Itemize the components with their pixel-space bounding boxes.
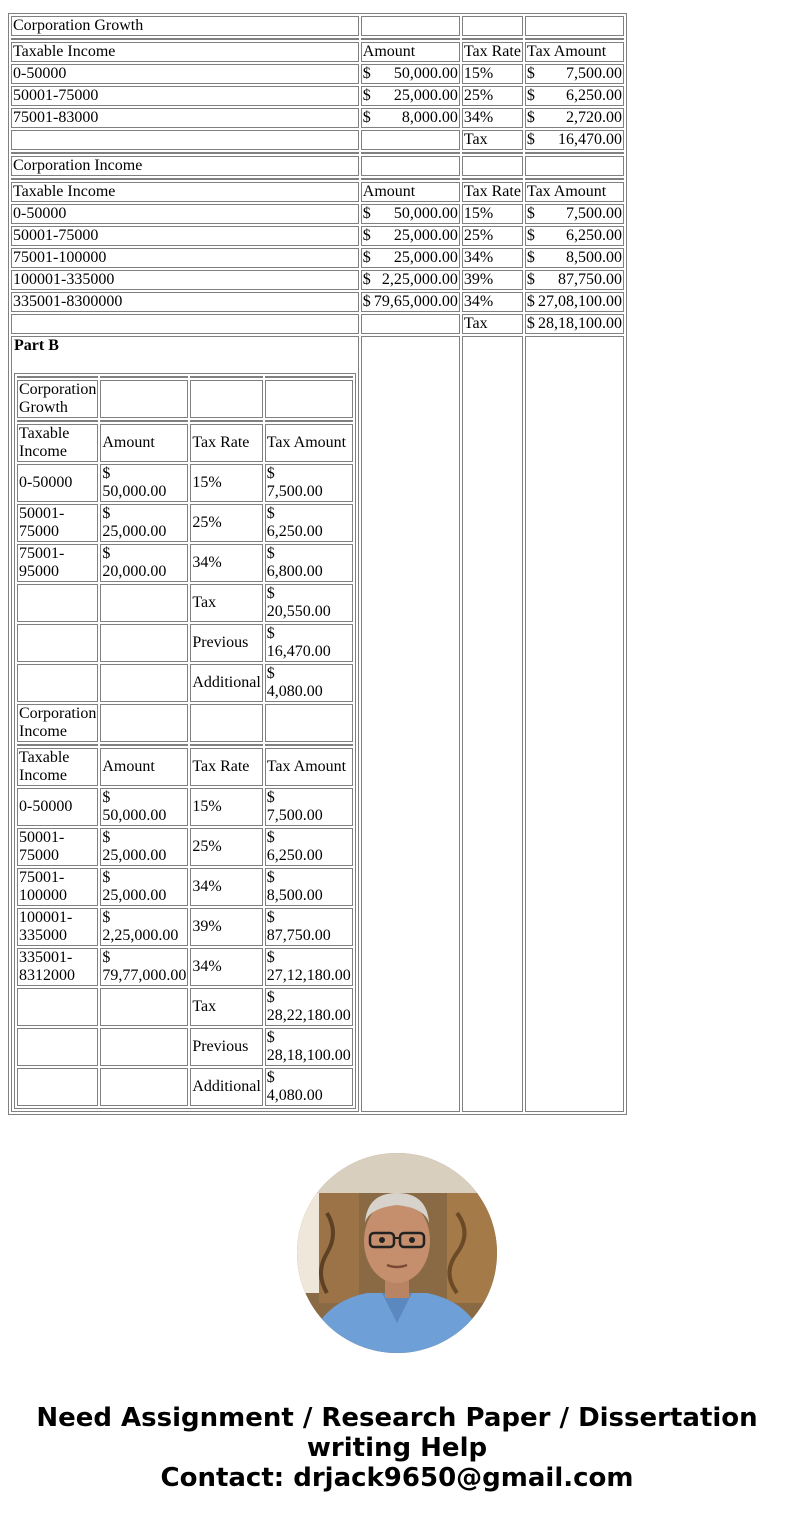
total-row — [11, 130, 624, 150]
money-value: 20,550.00 — [266, 603, 331, 620]
column-header: Tax Rate — [463, 183, 521, 200]
amount-cell — [361, 226, 460, 246]
tax-amount — [265, 544, 353, 582]
header-row — [17, 424, 353, 462]
section-title: Corporation Income — [11, 156, 359, 176]
amount-cell — [361, 248, 460, 268]
empty-cell — [17, 1068, 98, 1106]
amount-cell — [361, 270, 460, 290]
money-value: 8,500.00 — [266, 887, 323, 904]
tax-amount — [265, 464, 353, 502]
income-range: 50001-75000 — [17, 828, 98, 866]
column-header: Amount — [100, 748, 188, 786]
currency-symbol: $ — [362, 227, 371, 244]
money-value: 28,18,100.00 — [266, 1047, 351, 1064]
money-value: 25,000.00 — [102, 523, 167, 540]
currency-symbol: $ — [526, 293, 535, 310]
empty-cell — [100, 1068, 188, 1106]
column-header: Amount — [100, 424, 188, 462]
total-label: Tax — [462, 314, 523, 334]
money-value: 25,000.00 — [102, 887, 167, 904]
money-value: 7,500.00 — [566, 205, 622, 222]
money-value: 4,080.00 — [266, 1087, 323, 1104]
empty-cell — [17, 988, 98, 1026]
currency-symbol: $ — [362, 109, 371, 126]
spacer-row — [11, 178, 624, 180]
summary-label: Previous — [190, 624, 262, 662]
tax-amount — [525, 86, 624, 106]
tax-amount — [525, 108, 624, 128]
currency-symbol: $ — [102, 949, 111, 966]
tax-rate: 25% — [462, 226, 523, 246]
amount-cell — [361, 108, 460, 128]
income-range: 100001-335000 — [17, 908, 98, 946]
table-row — [17, 788, 353, 826]
section-title-row — [17, 704, 353, 742]
table-row — [11, 226, 624, 246]
money-value: 25,000.00 — [102, 847, 167, 864]
amount-cell — [361, 292, 460, 312]
empty-cell — [361, 16, 460, 36]
table-row — [17, 828, 353, 866]
currency-symbol: $ — [526, 227, 535, 244]
summary-value — [265, 624, 353, 662]
tax-rate: 25% — [190, 504, 262, 542]
money-value: 28,18,100.00 — [538, 315, 622, 332]
part-b-title: Part B — [14, 337, 59, 354]
tax-amount — [525, 64, 624, 84]
summary-value — [265, 584, 353, 622]
money-value: 25,000.00 — [393, 249, 458, 266]
empty-cell — [100, 380, 188, 418]
summary-row — [17, 1068, 353, 1106]
summary-label: Tax — [190, 988, 262, 1026]
table-row — [17, 948, 353, 986]
part-b-cell — [11, 336, 359, 1112]
column-header: Tax Amount — [265, 748, 353, 786]
section-title: Corporation Income — [19, 705, 97, 740]
currency-symbol: $ — [102, 869, 111, 886]
empty-cell — [265, 380, 353, 418]
summary-row — [17, 1028, 353, 1066]
summary-row — [17, 584, 353, 622]
money-value: 16,470.00 — [558, 131, 622, 148]
table-row — [17, 464, 353, 502]
tax-amount — [265, 828, 353, 866]
summary-value — [265, 1028, 353, 1066]
money-value: 27,08,100.00 — [538, 293, 622, 310]
empty-cell — [100, 988, 188, 1026]
money-value: 8,000.00 — [401, 109, 458, 126]
currency-symbol: $ — [362, 87, 371, 104]
money-value: 2,720.00 — [566, 109, 622, 126]
header-row — [11, 182, 624, 202]
tax-amount — [525, 270, 624, 290]
author-avatar — [297, 1153, 497, 1353]
tax-amount — [525, 248, 624, 268]
table-row — [11, 204, 624, 224]
currency-symbol: $ — [362, 205, 371, 222]
currency-symbol: $ — [362, 249, 371, 266]
currency-symbol: $ — [102, 909, 111, 926]
empty-cell — [462, 156, 523, 176]
tax-rate: 25% — [462, 86, 523, 106]
income-range: 75001-95000 — [17, 544, 98, 582]
money-value: 7,500.00 — [266, 483, 323, 500]
empty-cell — [17, 584, 98, 622]
money-value: 79,65,000.00 — [373, 293, 458, 310]
tax-amount — [525, 292, 624, 312]
empty-cell — [100, 624, 188, 662]
column-header: Tax Rate — [190, 424, 262, 462]
column-header: Amount — [361, 182, 460, 202]
amount-cell — [100, 464, 188, 502]
tax-rate: 15% — [462, 204, 523, 224]
table-row — [11, 270, 624, 290]
empty-cell — [17, 664, 98, 702]
header-row — [17, 748, 353, 786]
money-value: 50,000.00 — [393, 65, 458, 82]
empty-cell — [462, 336, 523, 1112]
income-range: 0-50000 — [11, 64, 359, 84]
tax-amount — [265, 868, 353, 906]
currency-symbol: $ — [266, 665, 275, 682]
currency-symbol: $ — [266, 989, 275, 1006]
money-value: 6,250.00 — [566, 87, 622, 104]
amount-cell — [361, 64, 460, 84]
money-value: 87,750.00 — [558, 271, 622, 288]
currency-symbol: $ — [266, 585, 275, 602]
currency-symbol: $ — [102, 505, 111, 522]
column-header: Taxable Income — [11, 42, 359, 62]
part-b-table — [14, 373, 356, 1109]
tax-amount — [265, 504, 353, 542]
currency-symbol: $ — [266, 465, 275, 482]
table-row — [17, 504, 353, 542]
amount-cell — [100, 868, 188, 906]
tax-rate: 15% — [190, 788, 262, 826]
summary-row — [17, 664, 353, 702]
money-value: 6,250.00 — [266, 847, 323, 864]
tax-rate: 15% — [190, 464, 262, 502]
money-value: 20,000.00 — [102, 563, 167, 580]
tax-rate: 34% — [190, 544, 262, 582]
money-value: 50,000.00 — [393, 205, 458, 222]
currency-symbol: $ — [266, 869, 275, 886]
empty-cell — [265, 704, 353, 742]
currency-symbol: $ — [266, 545, 275, 562]
currency-symbol: $ — [526, 249, 535, 266]
table-row — [11, 292, 624, 312]
table-row — [11, 86, 624, 106]
empty-cell — [100, 704, 188, 742]
money-value: 6,250.00 — [566, 227, 622, 244]
empty-cell — [361, 336, 460, 1112]
column-header: Tax Amount — [525, 182, 624, 202]
currency-symbol: $ — [526, 131, 535, 148]
currency-symbol: $ — [266, 949, 275, 966]
tax-rate: 39% — [190, 908, 262, 946]
money-value: 50,000.00 — [102, 807, 167, 824]
tax-rate: 34% — [462, 292, 523, 312]
money-value: 4,080.00 — [266, 683, 323, 700]
currency-symbol: $ — [362, 271, 371, 288]
tax-rate: 34% — [190, 948, 262, 986]
income-range: 75001-83000 — [11, 108, 359, 128]
summary-label: Tax — [190, 584, 262, 622]
currency-symbol: $ — [102, 545, 111, 562]
section-title-row — [11, 156, 624, 176]
currency-symbol: $ — [526, 271, 535, 288]
part-b-row — [11, 336, 624, 1112]
tax-amount — [525, 204, 624, 224]
total-label: Tax — [462, 130, 523, 150]
currency-symbol: $ — [266, 829, 275, 846]
summary-row — [17, 624, 353, 662]
currency-symbol: $ — [102, 465, 111, 482]
table-row — [17, 868, 353, 906]
column-header: Tax Rate — [190, 748, 262, 786]
tax-amount — [265, 948, 353, 986]
total-row — [11, 314, 624, 334]
empty-cell — [100, 664, 188, 702]
tax-rate: 25% — [190, 828, 262, 866]
column-header: Tax Amount — [265, 424, 353, 462]
column-header: Tax Rate — [463, 43, 521, 60]
section-title-row — [17, 380, 353, 418]
header-row — [11, 42, 624, 62]
section-title: Corporation Growth — [19, 381, 97, 416]
section-title-row — [11, 16, 624, 36]
money-value: 79,77,000.00 — [102, 967, 187, 984]
currency-symbol: $ — [266, 1069, 275, 1086]
table-row — [11, 64, 624, 84]
money-value: 7,500.00 — [566, 65, 622, 82]
tax-rate: 39% — [462, 270, 523, 290]
income-range: 50001-75000 — [17, 504, 98, 542]
currency-symbol: $ — [266, 625, 275, 642]
money-value: 50,000.00 — [102, 483, 167, 500]
section-title: Corporation Growth — [11, 16, 359, 36]
income-range: 0-50000 — [17, 788, 98, 826]
summary-value — [265, 988, 353, 1026]
spacer-row — [17, 376, 353, 378]
amount-cell — [100, 504, 188, 542]
tax-rate: 34% — [462, 108, 523, 128]
amount-cell — [100, 788, 188, 826]
empty-cell — [17, 1028, 98, 1066]
currency-symbol: $ — [266, 909, 275, 926]
currency-symbol: $ — [526, 205, 535, 222]
currency-symbol: $ — [362, 293, 371, 310]
income-range: 100001-335000 — [11, 270, 359, 290]
money-value: 7,500.00 — [266, 807, 323, 824]
money-value: 28,22,180.00 — [266, 1007, 351, 1024]
table-row — [17, 908, 353, 946]
money-value: 2,25,000.00 — [102, 927, 179, 944]
tax-amount — [265, 908, 353, 946]
amount-cell — [100, 948, 188, 986]
currency-symbol: $ — [526, 87, 535, 104]
currency-symbol: $ — [526, 109, 535, 126]
summary-value — [265, 1068, 353, 1106]
currency-symbol: $ — [102, 789, 111, 806]
column-header: Tax Amount — [525, 42, 624, 62]
summary-row — [17, 988, 353, 1026]
currency-symbol: $ — [102, 829, 111, 846]
money-value: 25,000.00 — [393, 87, 458, 104]
money-value: 2,25,000.00 — [381, 271, 458, 288]
column-header: Taxable Income — [17, 424, 98, 462]
spacer-row — [11, 152, 624, 154]
amount-cell — [361, 86, 460, 106]
tax-amount — [525, 226, 624, 246]
empty-cell — [462, 16, 523, 36]
empty-cell — [361, 314, 460, 334]
spacer-row — [11, 38, 624, 40]
income-range: 75001-100000 — [17, 868, 98, 906]
empty-cell — [361, 156, 460, 176]
summary-value — [265, 664, 353, 702]
income-range: 335001-8300000 — [11, 292, 359, 312]
money-value: 6,800.00 — [266, 563, 323, 580]
empty-cell — [17, 624, 98, 662]
table-row — [11, 108, 624, 128]
summary-label: Additional — [190, 664, 262, 702]
table-row — [17, 544, 353, 582]
empty-cell — [525, 16, 624, 36]
tax-computation-table — [8, 13, 627, 1115]
amount-cell — [100, 828, 188, 866]
money-value: 6,250.00 — [266, 523, 323, 540]
empty-cell — [100, 1028, 188, 1066]
money-value: 25,000.00 — [393, 227, 458, 244]
footer-line-1: Need Assignment / Research Paper / Dissertation — [36, 1403, 758, 1433]
column-header: Taxable Income — [17, 748, 98, 786]
empty-cell — [525, 336, 624, 1112]
empty-cell — [11, 130, 359, 150]
column-header: Taxable Income — [11, 182, 359, 202]
total-tax — [525, 130, 624, 150]
currency-symbol: $ — [266, 789, 275, 806]
money-value: 16,470.00 — [266, 643, 331, 660]
tax-amount — [265, 788, 353, 826]
footer-line-2: writing Help — [306, 1433, 488, 1463]
empty-cell — [100, 584, 188, 622]
income-range: 75001-100000 — [11, 248, 359, 268]
table-row — [11, 248, 624, 268]
column-header: Amount — [361, 42, 460, 62]
currency-symbol: $ — [526, 315, 535, 332]
income-range: 335001-8312000 — [17, 948, 98, 986]
empty-cell — [11, 314, 359, 334]
amount-cell — [100, 908, 188, 946]
empty-cell — [190, 380, 262, 418]
summary-label: Additional — [190, 1068, 262, 1106]
money-value: 8,500.00 — [566, 249, 622, 266]
spacer-row — [17, 744, 353, 746]
summary-label: Previous — [190, 1028, 262, 1066]
currency-symbol: $ — [526, 65, 535, 82]
person-photo-icon — [297, 1153, 497, 1353]
empty-cell — [361, 130, 460, 150]
empty-cell — [190, 704, 262, 742]
income-range: 50001-75000 — [11, 226, 359, 246]
promo-footer — [0, 1403, 794, 1493]
amount-cell — [361, 204, 460, 224]
income-range: 0-50000 — [11, 204, 359, 224]
income-range: 0-50000 — [17, 464, 98, 502]
money-value: 27,12,180.00 — [266, 967, 351, 984]
footer-contact[interactable]: Contact: drjack9650@gmail.com — [160, 1463, 634, 1493]
spacer-row — [17, 420, 353, 422]
tax-rate: 15% — [462, 64, 523, 84]
amount-cell — [100, 544, 188, 582]
currency-symbol: $ — [266, 505, 275, 522]
currency-symbol: $ — [362, 65, 371, 82]
tax-rate: 34% — [190, 868, 262, 906]
tax-rate: 34% — [462, 248, 523, 268]
empty-cell — [525, 156, 624, 176]
income-range: 50001-75000 — [11, 86, 359, 106]
currency-symbol: $ — [266, 1029, 275, 1046]
total-tax — [525, 314, 624, 334]
money-value: 87,750.00 — [266, 927, 331, 944]
